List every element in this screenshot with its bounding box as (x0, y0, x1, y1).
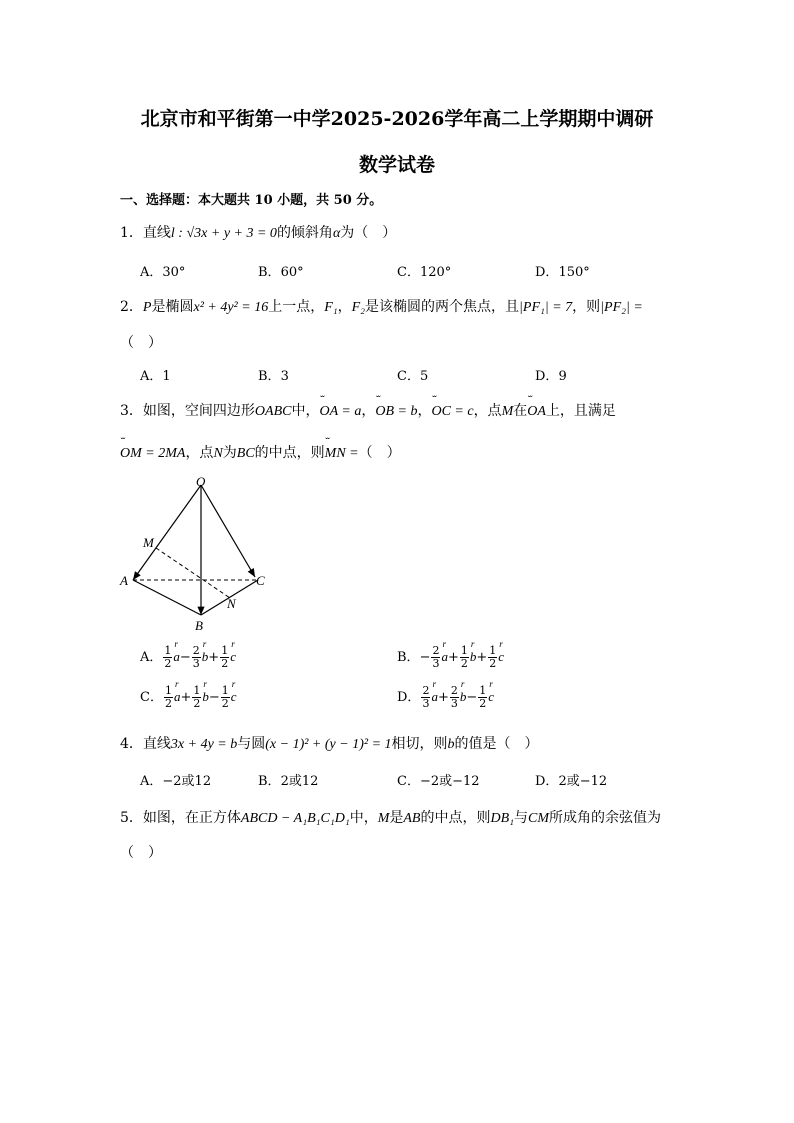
fraction: $\frac{2}{3}$ (450, 684, 458, 710)
edge-oc (201, 485, 255, 577)
option-b[interactable]: B．2或12 (258, 774, 319, 789)
vector-symbol: r a (173, 649, 180, 665)
question-number: 2． (120, 299, 143, 315)
vector-symbol: r c (230, 649, 236, 665)
label-o: O (196, 474, 206, 489)
option-b[interactable]: B．3 (258, 369, 289, 384)
math-expression: l : √3x + y + 3 = 0 (170, 226, 277, 241)
vector-symbol: r b (202, 689, 209, 705)
vector-symbol: r b (470, 649, 477, 665)
option-label: B． (397, 650, 420, 665)
question-5-paren: （ ） (120, 845, 162, 861)
segment-mn (156, 548, 230, 598)
question-number: 5． (120, 810, 143, 826)
question-number: 1． (120, 225, 143, 241)
option-b[interactable]: B．− $\frac{2}{3}$ r a+ $\frac{1}{2}$ r b+ $\frac{1}{2}$ r c (397, 645, 504, 670)
tetrahedron-figure (115, 470, 285, 635)
question-number: 3． (120, 403, 143, 419)
vector-symbol: r a (441, 649, 448, 665)
vector-symbol: r a (174, 689, 181, 705)
option-a[interactable]: A．30° (140, 265, 186, 280)
option-c[interactable]: C．120° (397, 265, 452, 280)
fraction: $\frac{2}{3}$ (192, 644, 200, 670)
page-title: 北京市和平街第一中学2025-2026学年高二上学期期中调研 (140, 108, 654, 130)
question-3-line2: ˇˇ OM = 2MA，点N为BC的中点，则ˇˇ MN =（ ） (120, 442, 401, 462)
question-3: 3．如图，空间四边形OABC中，ˇˇ OA = a，ˇˇ OB = b，ˇˇ OC = c，点M在ˇˇ OA上，且满足 (120, 400, 616, 420)
fraction: $\frac{1}{2}$ (221, 684, 229, 710)
fraction: $\frac{1}{2}$ (460, 644, 468, 670)
question-1: 1．直线l : √3x + y + 3 = 0的倾斜角α为（ ） (120, 225, 397, 241)
fraction: $\frac{2}{3}$ (422, 684, 430, 710)
vector-symbol: r a (431, 689, 438, 705)
option-d[interactable]: D．150° (535, 265, 590, 280)
fraction: $\frac{1}{2}$ (479, 684, 487, 710)
label-c: C (256, 573, 265, 588)
fraction: $\frac{1}{2}$ (221, 644, 229, 670)
label-n: N (227, 596, 236, 611)
question-5: 5．如图，在正方体ABCD − A₁B₁C₁D₁中，M是AB的中点，则DB₁与CM所成角的余弦值为 (120, 810, 662, 826)
question-number: 4． (120, 736, 143, 752)
option-a[interactable]: A．1 (140, 369, 171, 384)
fraction: $\frac{1}{2}$ (164, 644, 172, 670)
page-subtitle: 数学试卷 (358, 154, 435, 176)
fraction: $\frac{1}{2}$ (164, 684, 172, 710)
option-label: C． (140, 690, 163, 705)
label-a: A (120, 573, 128, 588)
question-2-paren: （ ） (120, 335, 162, 351)
option-a[interactable]: A． $\frac{1}{2}$ r a− $\frac{2}{3}$ r b+ $\frac{1}{2}$ r c (140, 645, 236, 670)
option-d[interactable]: D．9 (535, 369, 567, 384)
edge-oa (133, 485, 201, 580)
option-c[interactable]: C． $\frac{1}{2}$ r a+ $\frac{1}{2}$ r b− $\frac{1}{2}$ r c (140, 685, 237, 710)
vector-symbol: r c (498, 649, 504, 665)
vector-symbol: r c (488, 689, 494, 705)
question-4: 4．直线3x + 4y = b与圆(x − 1)² + (y − 1)² = 1相切，则b的值是（ ） (120, 736, 539, 752)
question-2: 2．P是椭圆x² + 4y² = 16上一点，F₁，F₂是该椭圆的两个焦点，且|PF₁| = 7，则|PF₂| = (120, 299, 643, 315)
edge-ab (133, 580, 201, 615)
option-label: A． (140, 650, 163, 665)
option-a[interactable]: A．−2或12 (140, 774, 212, 789)
fraction: $\frac{1}{2}$ (193, 684, 201, 710)
section-header: 一、选择题：本大题共 10 小题，共 50 分。 (120, 193, 383, 208)
label-b: B (195, 618, 203, 633)
option-label: D． (397, 690, 421, 705)
fraction: $\frac{2}{3}$ (432, 644, 440, 670)
fraction: $\frac{1}{2}$ (489, 644, 497, 670)
option-d[interactable]: D． $\frac{2}{3}$ r a+ $\frac{2}{3}$ r b− $\frac{1}{2}$ r c (397, 685, 494, 710)
option-d[interactable]: D．2或−12 (535, 774, 608, 789)
option-c[interactable]: C．5 (397, 369, 429, 384)
vector-symbol: r c (231, 689, 237, 705)
label-m: M (143, 535, 154, 550)
vector-symbol: r b (460, 689, 467, 705)
option-c[interactable]: C．−2或−12 (397, 774, 480, 789)
option-b[interactable]: B．60° (258, 265, 304, 280)
vector-symbol: r b (202, 649, 209, 665)
